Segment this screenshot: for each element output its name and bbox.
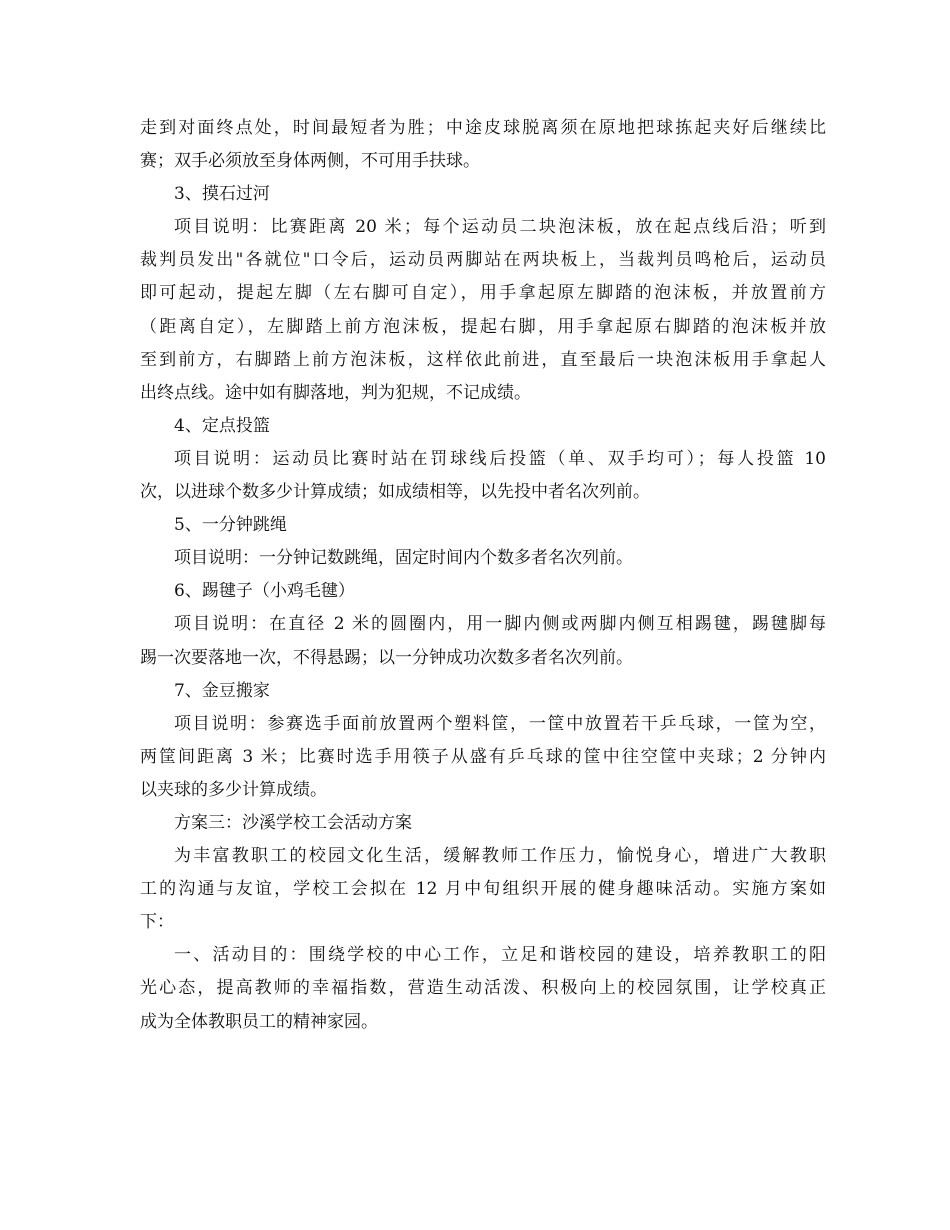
- text-line: 以夹球的多少计算成绩。: [140, 779, 327, 800]
- text-line: 次，以进球个数多少计算成绩；如成绩相等，以先投中者名次列前。: [140, 482, 650, 503]
- text-line: 踢一次要落地一次，不得悬踢；以一分钟成功次数多者名次列前。: [140, 647, 633, 668]
- text-line: 出终点线。途中如有脚落地，判为犯规，不记成绩。: [140, 382, 531, 403]
- text-line: 走到对面终点处，时间最短者为胜；中途皮球脱离须在原地把球拣起夹好后继续比: [140, 118, 826, 138]
- text-line: 赛；双手必须放至身体两侧，不可用手扶球。: [140, 151, 480, 172]
- text-line: 裁判员发出"各就位"口令后，运动员两脚站在两块板上，当裁判员鸣枪后，运动员: [140, 250, 826, 271]
- text-line: 6、踢毽子（小鸡毛毽）: [174, 581, 355, 602]
- text-line: 即可起动，提起左脚（左右脚可自定），用手拿起原左脚踏的泡沫板，并放置前方: [140, 283, 826, 304]
- text-line: 项目说明：参赛选手面前放置两个塑料筐，一筐中放置若干乒乓球，一筐为空，: [174, 713, 826, 734]
- text-line: 方案三：沙溪学校工会活动方案: [174, 812, 412, 833]
- text-line: 项目说明：在直径 2 米的圆圈内，用一脚内侧或两脚内侧互相踢毽，踢毽脚每: [174, 614, 826, 635]
- text-line: 4、定点投篮: [174, 415, 270, 436]
- text-line: 5、一分钟跳绳: [174, 515, 287, 536]
- text-line: 项目说明：一分钟记数跳绳，固定时间内个数多者名次列前。: [174, 548, 633, 569]
- text-line: 至到前方，右脚踏上前方泡沫板，这样依此前进，直至最后一块泡沫板用手拿起人: [140, 349, 826, 370]
- text-line: 项目说明：比赛距离 20 米；每个运动员二块泡沫板，放在起点线后沿；听到: [174, 217, 826, 238]
- document-body: [140, 112, 826, 1039]
- text-line: 为丰富教职工的校园文化生活，缓解教师工作压力，愉悦身心，增进广大教职: [174, 846, 826, 867]
- text-line: 7、金豆搬家: [174, 680, 270, 701]
- text-line: 光心态，提高教师的幸福指数，营造生动活泼、积极向上的校园氛围，让学校真正: [140, 978, 826, 999]
- text-line: 成为全体教职员工的精神家园。: [140, 1011, 378, 1032]
- text-line: 3、摸石过河: [174, 184, 270, 205]
- text-line: 一、活动目的：围绕学校的中心工作，立足和谐校园的建设，培养教职工的阳: [174, 945, 826, 966]
- text-line: 工的沟通与友谊，学校工会拟在 12 月中旬组织开展的健身趣味活动。实施方案如: [140, 879, 826, 900]
- text-line: （距离自定），左脚踏上前方泡沫板，提起右脚，用手拿起原右脚踏的泡沫板并放: [140, 316, 826, 337]
- text-line: 项目说明：运动员比赛时站在罚球线后投篮（单、双手均可）；每人投篮 10: [174, 448, 826, 469]
- text-line: 下：: [140, 912, 174, 933]
- text-line: 两筐间距离 3 米；比赛时选手用筷子从盛有乒乓球的筐中往空筐中夹球；2 分钟内: [140, 746, 826, 767]
